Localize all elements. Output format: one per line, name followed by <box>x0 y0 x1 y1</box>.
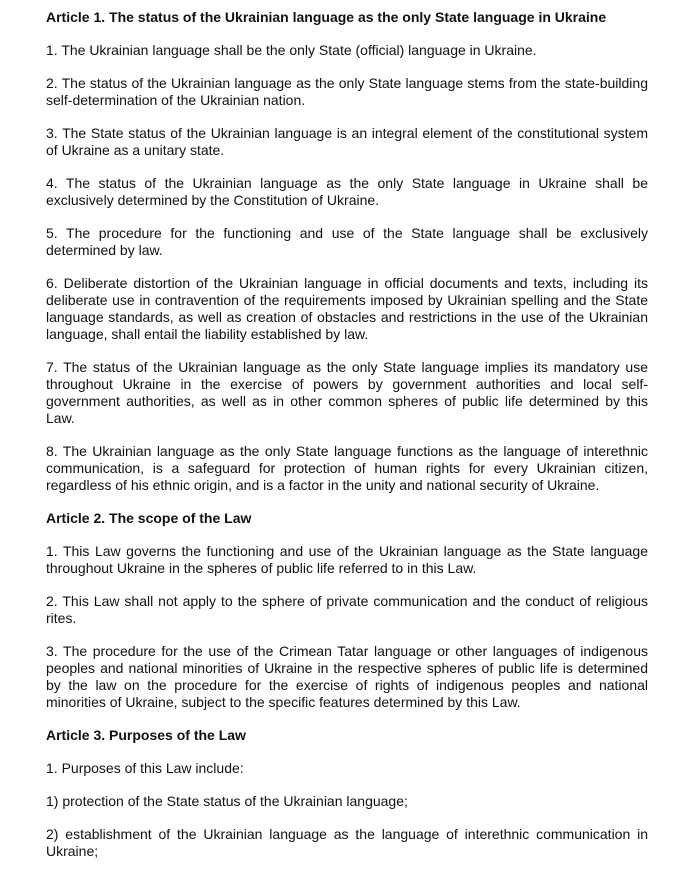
article-1-paragraph-5: 5. The procedure for the functioning and use of the State language shall be exclusively determined by law. <box>46 225 648 258</box>
article-3-item-2: 2) establishment of the Ukrainian language as the language of interethnic communication in Ukraine; <box>46 826 648 859</box>
article-3-item-1: 1) protection of the State status of the Ukrainian language; <box>46 793 408 809</box>
article-1-heading: Article 1. The status of the Ukrainian language as the only State language in Ukraine <box>46 9 607 25</box>
article-1-paragraph-3: 3. The State status of the Ukrainian language is an integral element of the constitutional system of Ukraine as a unitary state. <box>46 125 648 158</box>
article-2-paragraph-1: 1. This Law governs the functioning and use of the Ukrainian language as the State language throughout Ukraine in the spheres of public life referred to in this Law. <box>46 543 648 576</box>
article-1-paragraph-7: 7. The status of the Ukrainian language as the only State language implies its mandatory use throughout Ukraine in the exercise of powers by government authorities and local self-government authorities, as well as in other common spheres of public life determined by this Law. <box>46 359 648 426</box>
article-2-paragraph-3: 3. The procedure for the use of the Crimean Tatar language or other languages of indigenous peoples and national minorities of Ukraine in the respective spheres of public life is determined by the law on the procedure for the exercise of rights of indigenous peoples and national minorities of Ukraine, subject to the specific features determined by this Law. <box>46 643 648 710</box>
document-page <box>46 9 648 860</box>
article-1-paragraph-2: 2. The status of the Ukrainian language as the only State language stems from the state-building self-determination of the Ukrainian nation. <box>46 75 648 108</box>
article-2-heading: Article 2. The scope of the Law <box>46 510 252 526</box>
article-1-paragraph-4: 4. The status of the Ukrainian language as the only State language in Ukraine shall be exclusively determined by the Constitution of Ukraine. <box>46 175 648 208</box>
article-1-paragraph-6: 6. Deliberate distortion of the Ukrainian language in official documents and texts, including its deliberate use in contravention of the requirements imposed by Ukrainian spelling and the State language standards, as well as creation of obstacles and restrictions in the use of the Ukrainian language, shall entail the liability established by law. <box>46 275 648 342</box>
article-1-paragraph-1: 1. The Ukrainian language shall be the only State (official) language in Ukraine. <box>46 42 537 58</box>
article-3-heading: Article 3. Purposes of the Law <box>46 727 246 743</box>
article-3-paragraph-1: 1. Purposes of this Law include: <box>46 760 244 776</box>
article-1-paragraph-8: 8. The Ukrainian language as the only State language functions as the language of interethnic communication, is a safeguard for protection of human rights for every Ukrainian citizen, regardless of his ethnic origin, and is a factor in the unity and national security of Ukraine. <box>46 443 648 493</box>
article-2-paragraph-2: 2. This Law shall not apply to the sphere of private communication and the conduct of religious rites. <box>46 593 648 626</box>
